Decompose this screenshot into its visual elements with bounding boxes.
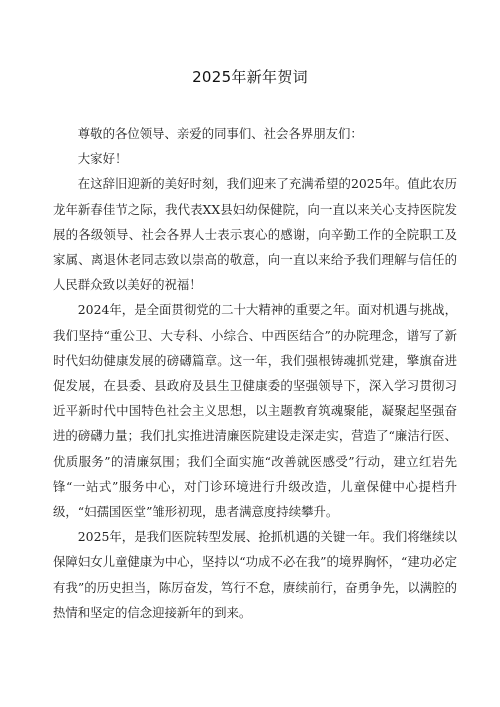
greeting-paragraph: 大家好！ [77, 151, 128, 167]
body-paragraph: 2025年，是我们医院转型发展、抢抓机遇的关键一年。我们将继续以保障妇女儿童健康为中心，坚持以“功成不必在我”的境界胸怀，“建功必定有我”的历史担当，陈厉奋发，笃行不怠，赓续前行，奋勇争先，以满腔的热情和坚定的信念迎接新年的到来。 [53, 529, 457, 620]
body-paragraph: 在这辞旧迎新的美好时刻，我们迎来了充满希望的2025年。值此农历龙年新春佳节之际，我代表XX县妇幼保健院，向一直以来关心支持医院发展的各级领导、社会各界人士表示衷心的感谢，向辛勤工作的全院职工及家属、离退休老同志致以崇高的敬意，向一直以来给予我们理解与信任的人民群众致以美好的祝福！ [53, 176, 457, 293]
document-title: 2025年新年贺词 [192, 68, 308, 86]
body-paragraph: 2024年，是全面贯彻党的二十大精神的重要之年。面对机遇与挑战，我们坚持“重公卫、大专科、小综合、中西医结合”的办院理念，谱写了新时代妇幼健康发展的磅礴篇章。这一年，我们强根铸魂抓党建，擎旗奋进促发展，在县委、县政府及县生卫健康委的坚强领导下，深入学习贯彻习近平新时代中国特色社会主义思想，以主题教育筑魂聚能，凝聚起坚强奋进的磅礴力量；我们扎实推进清廉医院建设走深走实，营造了“廉洁行医、优质服务”的清廉氛围；我们全面实施“改善就医感受”行动，建立红岩先锋“一站式”服务中心，对门诊环境进行升级改造，儿童保健中心提档升级，“妇孺国医堂”雏形初现，患者满意度持续攀升。 [53, 302, 457, 520]
document-body [53, 121, 457, 625]
salutation-paragraph: 尊敬的各位领导、亲爱的同事们、社会各界朋友们： [77, 126, 363, 141]
